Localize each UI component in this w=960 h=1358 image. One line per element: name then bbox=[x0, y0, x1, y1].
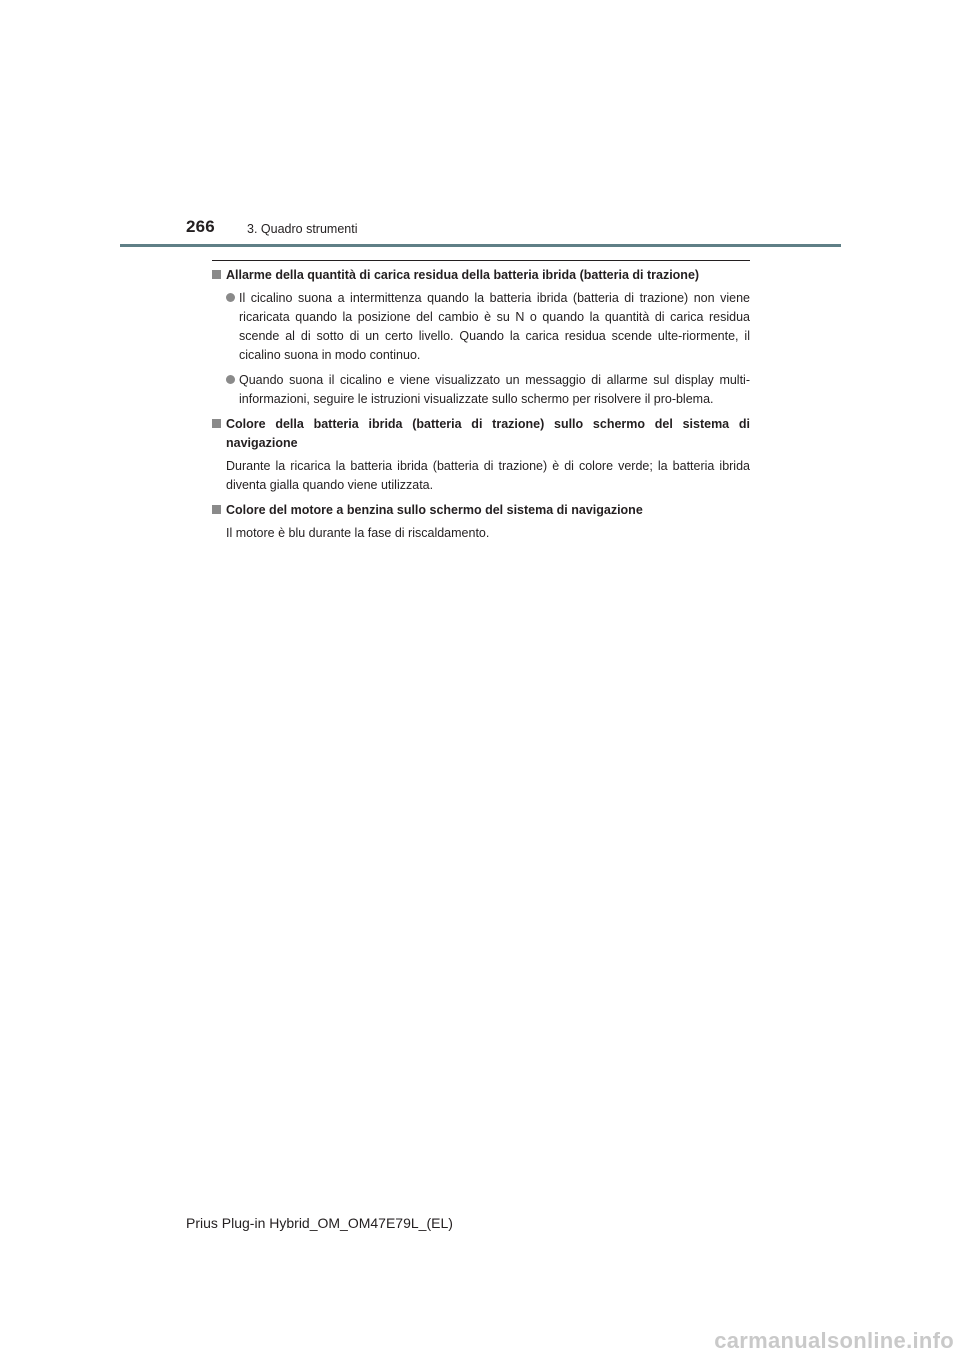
square-bullet-icon bbox=[212, 505, 221, 514]
circle-bullet-icon bbox=[226, 375, 235, 384]
section-heading-text: Colore del motore a benzina sullo schermo del sistema di navigazione bbox=[226, 503, 643, 517]
circle-bullet-icon bbox=[226, 293, 235, 302]
header-rule bbox=[120, 244, 841, 247]
page-content bbox=[212, 266, 750, 549]
list-item bbox=[226, 371, 750, 409]
page-number: 266 bbox=[186, 217, 215, 236]
list-item-text: Quando suona il cicalino e viene visualizzato un messaggio di allarme sul display multi-informazioni, seguire le istruzioni visualizzate sullo schermo per risolvere il pro-blema. bbox=[239, 373, 750, 406]
watermark-logo: carmanualsonline.info bbox=[714, 1328, 954, 1353]
section-engine-color-navigation bbox=[212, 501, 750, 543]
chapter-title: 3. Quadro strumenti bbox=[247, 222, 358, 236]
section-heading bbox=[212, 501, 750, 520]
section-heading bbox=[212, 415, 750, 453]
section-heading bbox=[212, 266, 750, 285]
section-battery-charge-alarm bbox=[212, 266, 750, 409]
list-item bbox=[226, 289, 750, 365]
section-body-text: Durante la ricarica la batteria ibrida (batteria di trazione) è di colore verde; la batteria ibrida diventa gialla quando viene utilizzata. bbox=[226, 459, 750, 492]
list-item-text: Il cicalino suona a intermittenza quando la batteria ibrida (batteria di trazione) non viene ricaricata quando la posizione del cambio è su N o quando la quantità di carica residua scende al di sotto di un certo livello. Quando la carica residua scende ulte-riormente, il cicalino suona in modo continuo. bbox=[239, 291, 750, 362]
square-bullet-icon bbox=[212, 270, 221, 279]
section-battery-color-navigation bbox=[212, 415, 750, 495]
footer-document-id: Prius Plug-in Hybrid_OM_OM47E79L_(EL) bbox=[186, 1215, 453, 1231]
square-bullet-icon bbox=[212, 419, 221, 428]
content-top-rule bbox=[212, 260, 750, 261]
section-heading-text: Allarme della quantità di carica residua della batteria ibrida (batteria di trazione) bbox=[226, 268, 700, 282]
section-body-text: Il motore è blu durante la fase di riscaldamento. bbox=[226, 526, 490, 540]
section-heading-text: Colore della batteria ibrida (batteria di trazione) sullo schermo del sistema di navigazione bbox=[226, 417, 750, 450]
